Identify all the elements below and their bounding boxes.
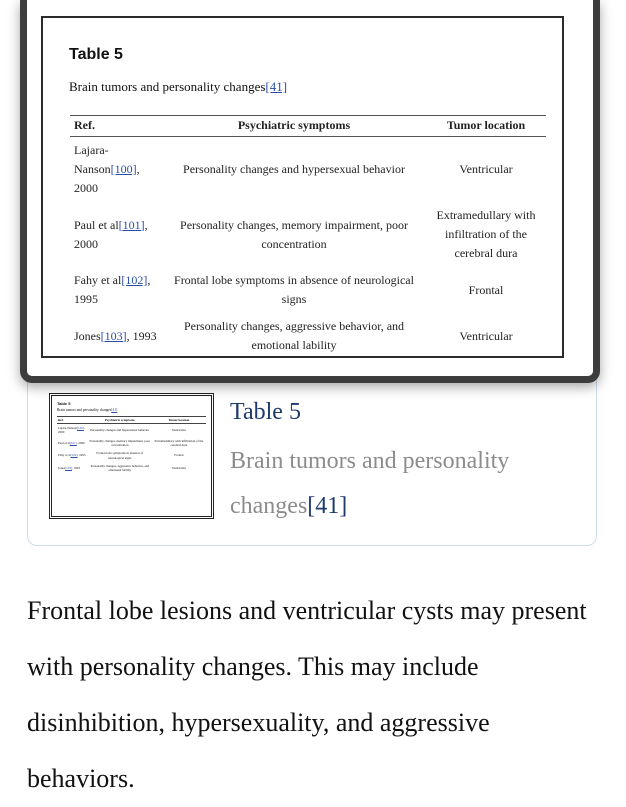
ref-cell: Paul et al[101], 2000 [74,217,148,251]
column-header-ref: Ref. [70,116,162,137]
table-figure-card[interactable] [27,360,597,546]
thumbnail-caption: Brain tumors and personality changes[41] [57,408,118,412]
column-header-location: Tumor location [426,116,546,137]
ref-cell: Lajara-Nanson[100], 2000 [74,143,140,195]
ref-cell: Fahy et al[102], 1995 [74,273,151,306]
table-row [70,267,546,313]
table-row [70,137,546,203]
caption-ref-link[interactable]: [41] [265,79,288,94]
symptoms-cell: Personality changes, aggressive behavior, and emotional lability [183,319,405,352]
location-cell: Extramedullary with infiltration of the cerebral dura [436,208,536,260]
table-popup[interactable] [20,0,600,383]
table-header-row [70,116,546,137]
thumbnail-table: Ref. Psychiatric symptoms Tumor location Lajara-Nanson[100], 2000 Personality changes and hypersexual behavior Ventricular Paul et al[101], 2000 Personality changes, memory impairment, poor concentration Extramedullary with infiltration of the cerebral dura Fahy et al[102], 1995 Frontal lobe symptoms in absence of neurological signs Frontal Jones[103], 1993 Personality changes, aggressive behavior, and emotional lability Ventricular [57,416,206,475]
table-row [70,313,546,358]
thumbnail-heading: Table 5 [57,401,71,406]
ref-link[interactable]: [103] [100,328,127,343]
symptoms-cell: Personality changes and hypersexual behavior [183,162,405,176]
card-caption-ref-link[interactable]: [41] [307,493,348,519]
symptoms-cell: Personality changes, memory impairment, poor concentration [180,217,408,251]
symptoms-cell: Frontal lobe symptoms in absence of neurological signs [174,273,414,306]
table-caption: Brain tumors and personality changes[41] [69,79,288,94]
location-cell: Frontal [468,282,504,297]
table-row [70,202,546,267]
body-paragraph: Frontal lobe lesions and ventricular cysts may present with personality changes. This may include disinhibition, hypersexuality, and aggressive behaviors. [27,596,587,793]
ref-link[interactable]: [101] [118,217,145,232]
data-table [70,115,546,358]
column-header-symptoms: Psychiatric symptoms [162,116,426,137]
location-cell: Ventricular [459,162,513,176]
ref-link[interactable]: [100] [110,162,137,176]
table-popup-content [41,16,564,358]
table-thumbnail[interactable] [49,393,214,519]
ref-link[interactable]: [102] [121,273,148,287]
table-heading: Table 5 [69,46,123,63]
card-caption: Brain tumors and personality changes[41] [230,448,510,519]
card-title[interactable]: Table 5 [230,399,301,425]
location-cell: Ventricular [459,328,513,343]
ref-cell: Jones[103], 1993 [74,328,157,343]
